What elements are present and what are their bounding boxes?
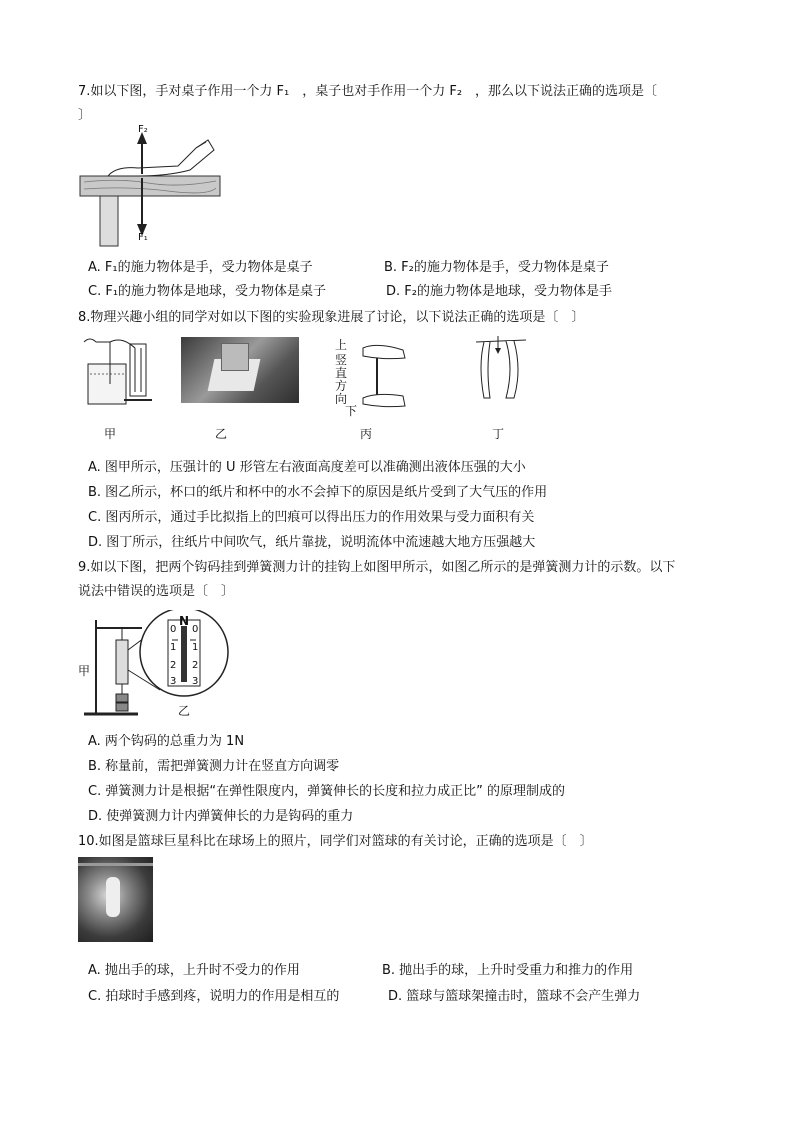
q7-option-a[interactable]: A. F₁的施力物体是手，受力物体是桌子 xyxy=(88,260,313,275)
q10-stem: 10.如图是篮球巨星科比在球场上的照片，同学们对篮球的有关讨论，正确的选项是〔 〕 xyxy=(78,834,593,849)
q8-figure-jia-pressure-gauge xyxy=(80,334,156,408)
q8-bing-label-5: 下 xyxy=(345,404,358,418)
q9-scale-tick-left-0: 0 xyxy=(170,624,177,635)
q8-option-b[interactable]: B. 图乙所示，杯口的纸片和杯中的水不会掉下的原因是纸片受到了大气压的作用 xyxy=(88,485,548,500)
q7-option-d[interactable]: D. F₂的施力物体是地球，受力物体是手 xyxy=(386,284,612,299)
q8-stem: 8.物理兴趣小组的同学对如以下图的实验现象进展了讨论，以下说法正确的选项是〔 〕 xyxy=(78,310,585,325)
q9-fig-label-yi: 乙 xyxy=(178,704,191,718)
q9-option-d[interactable]: D. 使弹簧测力计内弹簧伸长的力是钩码的重力 xyxy=(88,809,354,824)
q7-fig-label-f2: F₂ xyxy=(138,124,148,135)
q8-bing-label-2: 直 xyxy=(335,366,348,380)
q8-caption-jia: 甲 xyxy=(104,427,117,441)
q9-stem-line2: 说法中错误的选项是〔 〕 xyxy=(78,584,235,599)
q10-option-a[interactable]: A. 抛出手的球，上升时不受力的作用 xyxy=(88,963,300,978)
q9-option-c[interactable]: C. 弹簧测力计是根据“在弹性限度内，弹簧伸长的长度和拉力成正比” 的原理制成的 xyxy=(88,784,565,799)
q8-caption-ding: 丁 xyxy=(492,427,505,441)
q8-caption-yi: 乙 xyxy=(215,427,228,441)
q9-scale-tick-right-2: 2 xyxy=(192,660,199,671)
q8-option-d[interactable]: D. 图丁所示，往纸片中间吹气，纸片靠拢，说明流体中流速越大地方压强越大 xyxy=(88,535,536,550)
q9-fig-label-jia: 甲 xyxy=(78,664,91,678)
q10-option-c[interactable]: C. 拍球时手感到疼，说明力的作用是相互的 xyxy=(88,989,340,1004)
q10-option-d[interactable]: D. 篮球与篮球架撞击时，篮球不会产生弹力 xyxy=(388,989,641,1004)
q8-option-c[interactable]: C. 图丙所示，通过手比拟指上的凹痕可以得出压力的作用效果与受力面积有关 xyxy=(88,510,535,525)
q9-scale-tick-right-3: 3 xyxy=(192,676,199,687)
q8-figure-yi-photo xyxy=(181,337,299,403)
q9-scale-unit: N xyxy=(179,614,190,628)
q7-stem-line1: 7.如以下图，手对桌子作用一个力 F₁ ，桌子也对手作用一个力 F₂ ，那么以下说法正确的选项是〔 xyxy=(78,84,658,99)
q9-option-b[interactable]: B. 称量前，需把弹簧测力计在竖直方向调零 xyxy=(88,759,340,774)
q10-figure-basketball-photo xyxy=(78,857,153,942)
q8-option-a[interactable]: A. 图甲所示，压强计的 U 形管左右液面高度差可以准确测出液体压强的大小 xyxy=(88,460,526,475)
q8-bing-label-0: 上 xyxy=(335,338,348,352)
q8-caption-bing: 丙 xyxy=(360,427,373,441)
q8-bing-label-4: 向 xyxy=(335,392,348,406)
q8-figure-bing-fingers-pencil xyxy=(333,336,413,416)
q9-scale-tick-left-1: 1 xyxy=(170,642,177,653)
q8-bing-label-3: 方 xyxy=(335,379,348,393)
q8-figure-ding-paper-sheets xyxy=(470,336,532,404)
q9-stem-line1: 9.如以下图，把两个钩码挂到弹簧测力计的挂钩上如图甲所示，如图乙所示的是弹簧测力计的示数。以下 xyxy=(78,560,676,575)
q9-scale-tick-left-2: 2 xyxy=(170,660,177,671)
q9-figure-spring-scale xyxy=(78,610,238,722)
q7-stem-line2: 〕 xyxy=(78,108,92,123)
q9-scale-tick-right-0: 0 xyxy=(192,624,199,635)
q7-option-c[interactable]: C. F₁的施力物体是地球，受力物体是桌子 xyxy=(88,284,327,299)
q9-option-a[interactable]: A. 两个钩码的总重力为 1N xyxy=(88,734,245,749)
q7-figure-hand-on-table xyxy=(78,126,223,248)
q8-bing-label-1: 竖 xyxy=(335,353,348,367)
q7-option-b[interactable]: B. F₂的施力物体是手，受力物体是桌子 xyxy=(384,260,609,275)
q7-fig-label-f1: F₁ xyxy=(138,232,148,243)
q9-scale-tick-left-3: 3 xyxy=(170,676,177,687)
q10-option-b[interactable]: B. 抛出手的球，上升时受重力和推力的作用 xyxy=(382,963,634,978)
q9-scale-tick-right-1: 1 xyxy=(192,642,199,653)
